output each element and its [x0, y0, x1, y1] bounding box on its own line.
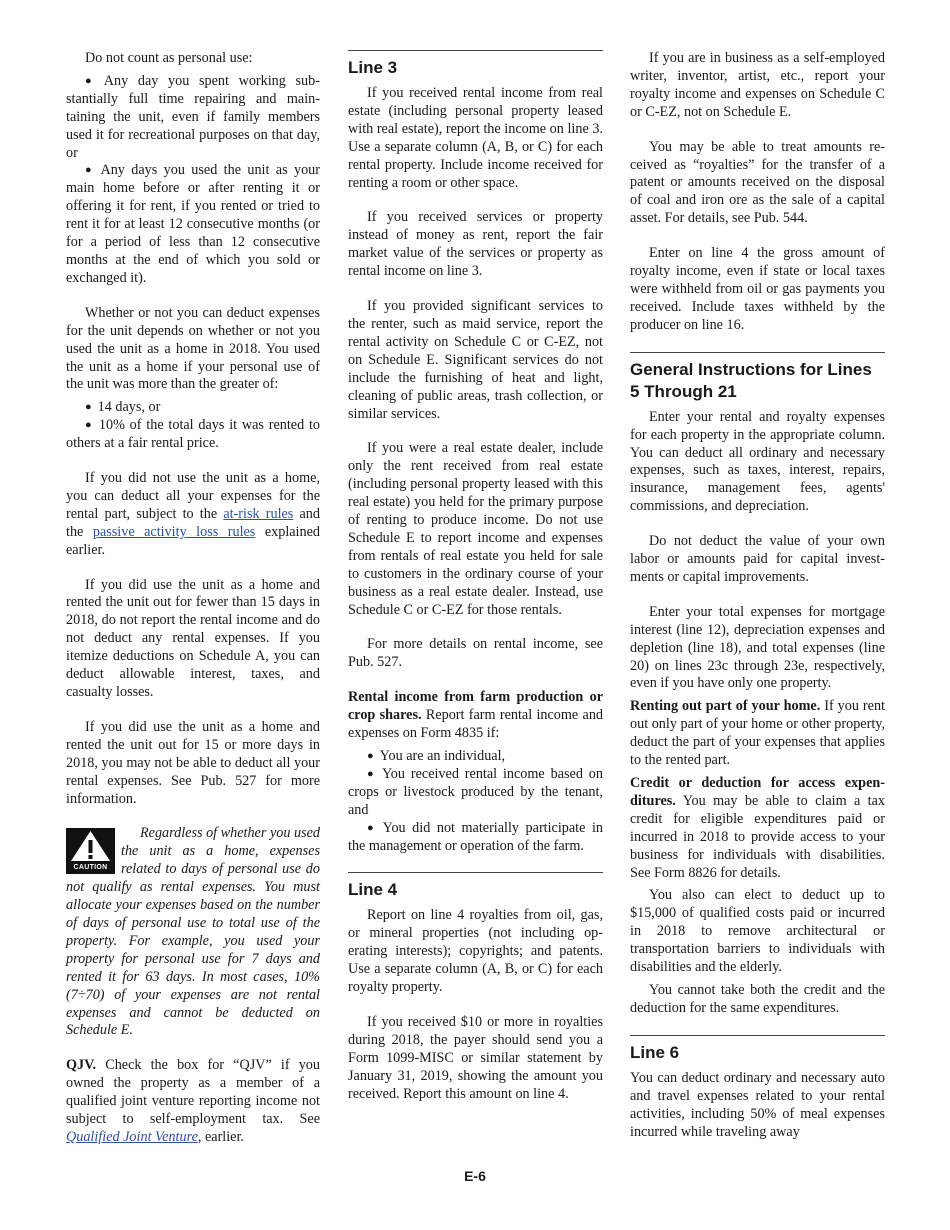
column-right — [630, 50, 885, 1158]
caution-label: CAUTION — [73, 864, 108, 872]
caution-text: Regardless of whether you used the unit as a home, expenses related to days of personal use do not qualify as rental expenses. You must allocate your expenses based on the number of days of personal use to total use of the property. For example, you used your property for personal use for 7 days and rented it for 63 days. In most cases, 10% (7÷70) of your expenses are not rental expenses and cannot be deducted on Schedule E. — [66, 825, 320, 1039]
bullet-10-percent: ● 10% of the total days it was rented to others at a fair rental price. — [66, 417, 320, 452]
section-rule — [348, 50, 603, 51]
line-3-paragraph-1: If you received rental income from real estate (including personal property leased with real estate), report the income on line 3. Use a separate column (A, B, or C) for each rental property. Include income received for renting a room or other space. — [348, 85, 603, 191]
line-4-heading: Line 4 — [348, 880, 398, 900]
line-6-paragraph-1: You can deduct ordinary and necessary auto and travel expenses related to your rental activities, including 50% of meal expenses incurred while traveling away — [630, 1069, 885, 1140]
bullet-icon: ● — [85, 401, 92, 414]
page-number: E-6 — [464, 1168, 486, 1184]
bullet-14-days: ● 14 days, or — [85, 399, 161, 416]
farm-rental-paragraph: Rental income from farm production or crop shares. Report farm rental income and expenses on Form 4835 if: — [348, 689, 604, 742]
not-home-paragraph: If you did not use the unit as a home, you can deduct all your expenses for the rental part, subject to the at-risk rules and the passive activity loss rules explained earlier. — [66, 470, 320, 558]
line-3-paragraph-2: If you received services or property instead of money as rent, report the fair market value of the services or property as rental income on line 3. — [348, 209, 603, 280]
credit-or-deduction-paragraph: You cannot take both the credit and the deduction for the same expenditures. — [630, 981, 885, 1016]
column-middle — [348, 50, 603, 1121]
bullet-repairing: ● Any day you spent working substantially full time repairing and maintaining the unit, even if family members used it for recreational purposes on that day, or — [66, 72, 320, 161]
personal-use-intro: Do not count as personal use: — [85, 50, 253, 66]
passive-activity-loss-rules-link[interactable]: passive activity loss rules — [92, 523, 256, 540]
section-rule — [630, 1035, 885, 1036]
bullet-main-home: ● Any days you used the unit as your main home before or after renting it or offering it for rent, if you rented or tried to rent it for at least 12 consecutive months (or for a period of less than 12 consecutive months at the end of which you sold or exchanged it). — [66, 162, 320, 286]
line-3-heading: Line 3 — [348, 58, 398, 77]
line-4-paragraph-1: Report on line 4 royalties from oil, gas, or mineral properties (not including operating interests); copyrights; and patents. Use a separate column (A, B, or C) for each royalty property. — [348, 907, 603, 996]
renting-part-home-paragraph: Renting out part of your home. If you rent out only part of your home or other property, deduct the part of your expenses that applies to the rented part. — [630, 698, 885, 769]
general-paragraph-1: Enter your rental and royalty expenses for each property in the appropriate column. You can deduct all ordinary and necessary expenses, such as taxes, interest, repairs, insurance, management fees, agents' commissions, and depreciation. — [630, 408, 885, 515]
farm-run-in-head: Rental income from farm production or crop shares. — [348, 689, 603, 724]
gross-royalty-paragraph: Enter on line 4 the gross amount of royalty income, even if state or local taxes were withheld from oil or gas payments you received. Include taxes withheld by the producer on line 16. — [630, 245, 885, 333]
bullet-icon: ● — [367, 750, 374, 762]
bullet-icon: ● — [85, 74, 98, 87]
fewer-than-15-days-paragraph: If you did use the unit as a home and rented the unit out for fewer than 15 days in 2018, do not report the rental income and do not deduct any rental expenses. If you itemize deductions on Schedule A, you can deduct allowable interest, taxes, and casualty losses. — [66, 576, 320, 700]
section-rule — [348, 872, 603, 873]
line-3-paragraph-5: For more details on rental income, see Pub. 527. — [348, 636, 603, 671]
line-6-heading: Line 6 — [630, 1042, 680, 1062]
farm-bullet-crops: ● You received rental income based on crops or livestock produced by the tenant, and — [348, 765, 603, 818]
15-or-more-days-paragraph: If you did use the unit as a home and rented the unit out for 15 or more days in 2018, you may not be able to deduct all your rental expenses. See Pub. 527 for more information. — [66, 718, 320, 807]
bullet-icon: ● — [367, 821, 377, 834]
qjv-run-in-head: QJV. — [66, 1057, 97, 1074]
farm-bullet-individual: ● You are an individual, — [367, 748, 506, 764]
deduct-15000-paragraph: You also can elect to deduct up to $15,000 of qualified costs paid or incurred in 2018 to remove architectural or transportation barriers to individuals with disabilities and the elderly. — [630, 887, 885, 976]
general-paragraph-3: Enter your total expenses for mortgage interest (line 12), depreciation expenses and depletion (line 18), and total expenses (line 20) on lines 23c through 23e, respectively, even if you have only one property. — [630, 603, 885, 692]
qualified-joint-venture-link[interactable]: Qualified Joint Venture — [66, 1128, 198, 1145]
caution-icon — [66, 828, 115, 874]
general-instructions-heading: General Instructions for Lines 5 Through 21 — [630, 359, 872, 401]
qjv-paragraph: QJV. Check the box for “QJV” if you owned the property as a member of a qualified joint venture reporting income not subject to self-employment tax. See Qualified Joint Venture, earlier. — [66, 1057, 320, 1145]
caution-block — [66, 825, 320, 1040]
bullet-icon: ● — [367, 767, 376, 780]
bullet-icon: ● — [85, 419, 93, 432]
line-3-paragraph-3: If you provided significant services to the renter, such as maid service, report the rental activity on Schedule C or C-EZ, not on Schedule E. Significant services do not include the furnishing of heat and light, cleaning of public areas, trash collection, or similar services. — [348, 298, 603, 422]
farm-bullet-participate: ● You did not materially participate in the management or operation of the farm. — [348, 819, 603, 854]
column-left — [66, 50, 320, 1164]
access-expenditures-paragraph: Credit or deduction for access expenditures. You may be able to claim a tax credit for eligible expenditures paid or incurred in 2018 to provide access to your business for individuals with disabilities. See Form 8826 for details. — [630, 775, 885, 881]
at-risk-rules-link[interactable]: at-risk rules — [223, 505, 294, 522]
whether-deduct-paragraph: Whether or not you can deduct expenses for the unit depends on whether or not you used the unit as a home in 2018. You used the unit as a home if your personal use of the unit was more than the greater of: — [66, 304, 320, 393]
royalties-capital-asset-paragraph: You may be able to treat amounts received as “royalties” for the transfer of a patent or amounts received on the disposal of coal and iron ore as the sale of a capital asset. For details, see Pub. 544. — [630, 138, 885, 227]
credit-run-in-head: Credit or deduction for access expenditures. — [630, 775, 885, 809]
line-4-paragraph-2: If you received $10 or more in royalties during 2018, the payer should send you a Form 1099-MISC or similar statement by January 31, 2019, showing the amount you received. Report this amount on line 4. — [348, 1013, 603, 1102]
section-rule — [630, 352, 885, 353]
bullet-icon: ● — [85, 164, 95, 177]
renting-run-in-head: Renting out part of your home. — [630, 698, 821, 715]
general-paragraph-2: Do not deduct the value of your own labor or amounts paid for capital investments or capital improvements. — [630, 533, 885, 585]
self-employed-paragraph: If you are in business as a self-employed writer, inventor, artist, etc., report your royalty income and expenses on Schedule C or C-EZ, not on Schedule E. — [630, 50, 885, 120]
line-3-paragraph-4: If you were a real estate dealer, include only the rent received from real estate (including personal property leased with this real estate) you held for the primary purpose of renting to produce income. Do not use Schedule E to report income and expenses from rentals of real estate you held for sale to customers in the ordinary course of your business as a real estate dealer. Instead, use Schedule C or C-EZ for those rentals. — [348, 440, 603, 618]
